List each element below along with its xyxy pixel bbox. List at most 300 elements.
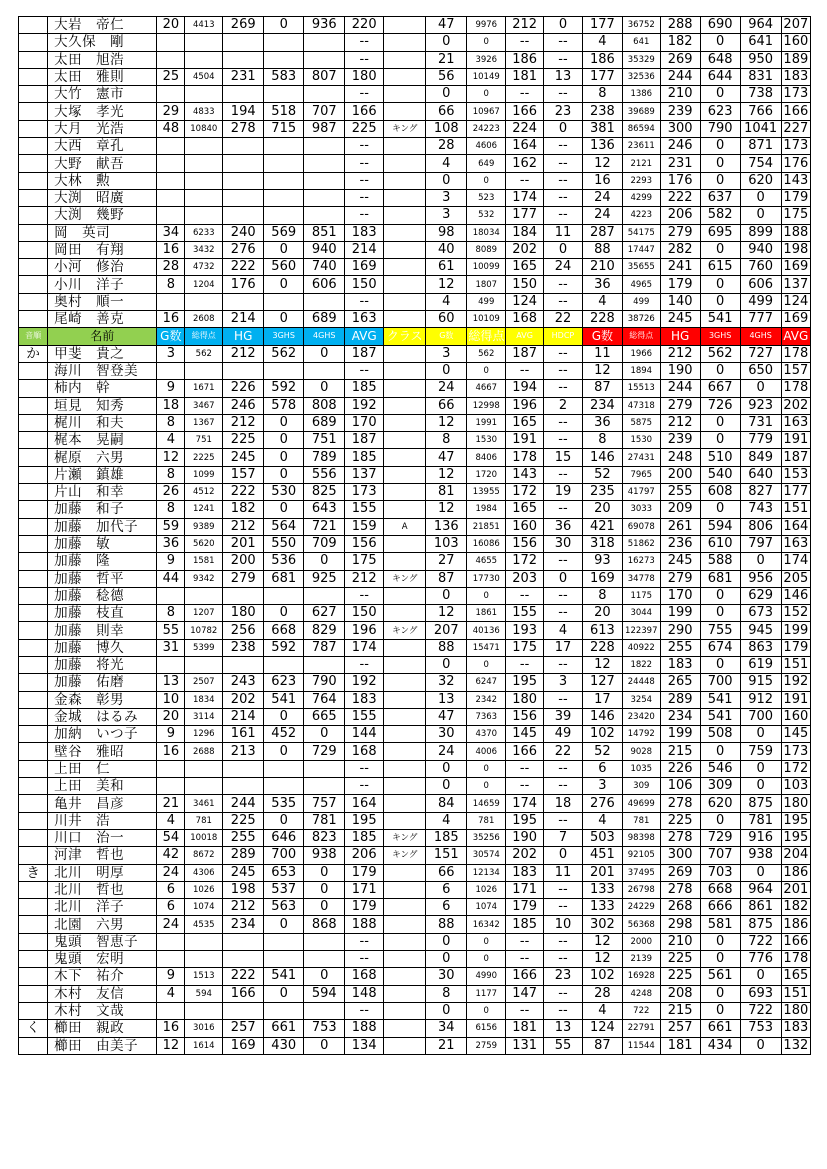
cell-total3: 35655 xyxy=(622,259,660,276)
cell-g3: 381 xyxy=(582,120,622,137)
cell-hg3: 225 xyxy=(660,951,700,968)
cell-name: 岡田 有翔 xyxy=(48,241,157,258)
cell-g3: 3 xyxy=(582,778,622,795)
cell-g2: 12 xyxy=(426,414,467,431)
cell-hdcp: -- xyxy=(544,466,583,483)
cell-name: 金森 彰男 xyxy=(48,691,157,708)
cell-hdcp: 0 xyxy=(544,17,583,34)
cell-avg1: -- xyxy=(345,155,384,172)
cell-g2: 3 xyxy=(426,345,467,362)
cell-hg1 xyxy=(223,951,264,968)
cell-avg2: 156 xyxy=(506,535,544,552)
cell-avg2: -- xyxy=(506,933,544,950)
score-sheet xyxy=(18,16,811,1055)
cell-total1 xyxy=(185,207,223,224)
cell-avg1: -- xyxy=(345,189,384,206)
cell-class xyxy=(384,68,426,85)
cell-4ghs1: 781 xyxy=(304,812,345,829)
cell-name: 小河 修治 xyxy=(48,259,157,276)
cell-g3: 228 xyxy=(582,311,622,328)
table-row xyxy=(19,656,811,673)
cell-total2: 10109 xyxy=(467,311,506,328)
cell-3ghs3: 562 xyxy=(700,345,740,362)
cell-g2: 4 xyxy=(426,812,467,829)
cell-4ghs1: 751 xyxy=(304,432,345,449)
cell-total2: 1720 xyxy=(467,466,506,483)
cell-name: 片山 和幸 xyxy=(48,484,157,501)
cell-avg2: 194 xyxy=(506,380,544,397)
table-row xyxy=(19,778,811,795)
cell-total1: 2688 xyxy=(185,743,223,760)
cell-class: キング xyxy=(384,829,426,846)
cell-avg3: 160 xyxy=(781,34,810,51)
cell-4ghs1: 556 xyxy=(304,466,345,483)
cell-total3: 22791 xyxy=(622,1020,660,1037)
cell-g2: 0 xyxy=(426,951,467,968)
cell-total1: 5399 xyxy=(185,639,223,656)
cell-name: 加藤 加代子 xyxy=(48,518,157,535)
cell-g2: 66 xyxy=(426,103,467,120)
cell-total1: 1026 xyxy=(185,881,223,898)
cell-avg3: 151 xyxy=(781,501,810,518)
table-row xyxy=(19,432,811,449)
cell-4ghs3: 754 xyxy=(740,155,781,172)
cell-4ghs3: 0 xyxy=(740,864,781,881)
cell-name: 北川 明厚 xyxy=(48,864,157,881)
cell-3ghs3: 0 xyxy=(700,155,740,172)
header-row xyxy=(19,328,811,345)
cell-avg3: 178 xyxy=(781,951,810,968)
cell-avg2: -- xyxy=(506,1002,544,1019)
table-row xyxy=(19,362,811,379)
cell-total3: 32536 xyxy=(622,68,660,85)
cell-total3: 47318 xyxy=(622,397,660,414)
cell-4ghs3: 722 xyxy=(740,933,781,950)
cell-name: 大月 光浩 xyxy=(48,120,157,137)
cell-3ghs3: 637 xyxy=(700,189,740,206)
table-row xyxy=(19,605,811,622)
cell-onjun xyxy=(19,812,48,829)
cell-total3: 40922 xyxy=(622,639,660,656)
cell-hg1 xyxy=(223,34,264,51)
cell-hdcp: 18 xyxy=(544,795,583,812)
cell-g2: 47 xyxy=(426,708,467,725)
cell-avg3: 176 xyxy=(781,155,810,172)
cell-3ghs3: 644 xyxy=(700,68,740,85)
cell-onjun xyxy=(19,916,48,933)
cell-4ghs3: 0 xyxy=(740,1037,781,1054)
cell-g2: 0 xyxy=(426,778,467,795)
cell-3ghs1 xyxy=(264,778,304,795)
cell-avg1: 156 xyxy=(345,535,384,552)
cell-class xyxy=(384,86,426,103)
cell-total3: 36752 xyxy=(622,17,660,34)
cell-total3: 69078 xyxy=(622,518,660,535)
cell-g3: 6 xyxy=(582,760,622,777)
cell-4ghs3: 956 xyxy=(740,570,781,587)
cell-hg1: 278 xyxy=(223,120,264,137)
cell-avg2: 191 xyxy=(506,432,544,449)
cell-avg2: -- xyxy=(506,362,544,379)
cell-g2: 34 xyxy=(426,1020,467,1037)
cell-4ghs1: 851 xyxy=(304,224,345,241)
cell-hg1 xyxy=(223,587,264,604)
table-row xyxy=(19,1037,811,1054)
cell-name: 大渕 幾野 xyxy=(48,207,157,224)
table-row xyxy=(19,449,811,466)
cell-g1: 54 xyxy=(157,829,185,846)
cell-avg3: 205 xyxy=(781,570,810,587)
cell-total2: 1177 xyxy=(467,985,506,1002)
cell-hg3: 225 xyxy=(660,812,700,829)
cell-avg1: 214 xyxy=(345,241,384,258)
cell-class xyxy=(384,639,426,656)
cell-hdcp: 36 xyxy=(544,518,583,535)
cell-3ghs1: 0 xyxy=(264,17,304,34)
cell-onjun xyxy=(19,674,48,691)
table-row xyxy=(19,172,811,189)
cell-3ghs3: 0 xyxy=(700,605,740,622)
header-col: HDCP xyxy=(544,328,583,345)
cell-hg3: 245 xyxy=(660,553,700,570)
cell-3ghs3: 0 xyxy=(700,241,740,258)
cell-total1: 1581 xyxy=(185,553,223,570)
cell-name: 大野 献吾 xyxy=(48,155,157,172)
cell-avg3: 151 xyxy=(781,985,810,1002)
cell-class xyxy=(384,449,426,466)
cell-g1: 28 xyxy=(157,259,185,276)
cell-3ghs1 xyxy=(264,656,304,673)
cell-avg2: 174 xyxy=(506,189,544,206)
cell-onjun xyxy=(19,518,48,535)
cell-total2: 1530 xyxy=(467,432,506,449)
cell-hg3: 183 xyxy=(660,656,700,673)
cell-total1: 1513 xyxy=(185,968,223,985)
cell-total2: 30574 xyxy=(467,847,506,864)
cell-hg3: 244 xyxy=(660,380,700,397)
cell-total1: 10840 xyxy=(185,120,223,137)
cell-name: 亀井 昌彦 xyxy=(48,795,157,812)
cell-g2: 3 xyxy=(426,207,467,224)
cell-3ghs3: 0 xyxy=(700,587,740,604)
cell-class xyxy=(384,864,426,881)
cell-3ghs1 xyxy=(264,207,304,224)
cell-hg1: 222 xyxy=(223,259,264,276)
cell-3ghs1: 0 xyxy=(264,605,304,622)
cell-onjun xyxy=(19,829,48,846)
cell-g2: 30 xyxy=(426,726,467,743)
cell-3ghs3: 700 xyxy=(700,674,740,691)
cell-total1 xyxy=(185,778,223,795)
cell-onjun xyxy=(19,847,48,864)
cell-avg2: 224 xyxy=(506,120,544,137)
cell-total1: 6233 xyxy=(185,224,223,241)
cell-avg3: 172 xyxy=(781,760,810,777)
cell-4ghs1 xyxy=(304,189,345,206)
cell-total1: 1099 xyxy=(185,466,223,483)
cell-g2: 12 xyxy=(426,466,467,483)
cell-total2: 532 xyxy=(467,207,506,224)
cell-class xyxy=(384,881,426,898)
cell-hg3: 261 xyxy=(660,518,700,535)
cell-4ghs3: 945 xyxy=(740,622,781,639)
cell-class xyxy=(384,812,426,829)
cell-hdcp: -- xyxy=(544,432,583,449)
cell-g2: 12 xyxy=(426,501,467,518)
cell-4ghs3: 738 xyxy=(740,86,781,103)
cell-hdcp: -- xyxy=(544,605,583,622)
cell-avg1: 179 xyxy=(345,864,384,881)
cell-4ghs3: 722 xyxy=(740,1002,781,1019)
cell-hdcp: 49 xyxy=(544,726,583,743)
cell-class xyxy=(384,674,426,691)
cell-g2: 0 xyxy=(426,1002,467,1019)
cell-4ghs3: 779 xyxy=(740,432,781,449)
cell-hg1: 225 xyxy=(223,432,264,449)
cell-4ghs3: 753 xyxy=(740,1020,781,1037)
cell-4ghs1: 0 xyxy=(304,553,345,570)
cell-name: 加藤 佑磨 xyxy=(48,674,157,691)
table-row xyxy=(19,726,811,743)
cell-3ghs3: 0 xyxy=(700,985,740,1002)
cell-avg3: 191 xyxy=(781,691,810,708)
cell-4ghs3: 777 xyxy=(740,311,781,328)
cell-avg2: -- xyxy=(506,86,544,103)
cell-g3: 8 xyxy=(582,86,622,103)
cell-hg3: 210 xyxy=(660,86,700,103)
cell-g3: 421 xyxy=(582,518,622,535)
cell-avg1: 148 xyxy=(345,985,384,1002)
cell-hg3: 210 xyxy=(660,933,700,950)
cell-3ghs1 xyxy=(264,189,304,206)
cell-total1 xyxy=(185,362,223,379)
cell-class xyxy=(384,656,426,673)
cell-avg2: 171 xyxy=(506,881,544,898)
cell-3ghs3: 615 xyxy=(700,259,740,276)
cell-3ghs3: 690 xyxy=(700,17,740,34)
cell-onjun xyxy=(19,155,48,172)
cell-g2: 3 xyxy=(426,189,467,206)
cell-4ghs3: 0 xyxy=(740,189,781,206)
table-row xyxy=(19,34,811,51)
cell-avg1: -- xyxy=(345,51,384,68)
cell-avg3: 145 xyxy=(781,726,810,743)
cell-hg3: 279 xyxy=(660,570,700,587)
cell-3ghs3: 755 xyxy=(700,622,740,639)
cell-g1: 8 xyxy=(157,414,185,431)
cell-total3: 15513 xyxy=(622,380,660,397)
cell-avg2: 195 xyxy=(506,674,544,691)
cell-hg1: 243 xyxy=(223,674,264,691)
cell-hdcp: -- xyxy=(544,155,583,172)
cell-avg2: 196 xyxy=(506,397,544,414)
cell-g2: 0 xyxy=(426,172,467,189)
cell-avg1: -- xyxy=(345,362,384,379)
cell-3ghs1: 681 xyxy=(264,570,304,587)
cell-3ghs1: 715 xyxy=(264,120,304,137)
table-row xyxy=(19,120,811,137)
cell-g1: 6 xyxy=(157,899,185,916)
cell-hg3: 239 xyxy=(660,432,700,449)
cell-4ghs1: 689 xyxy=(304,311,345,328)
cell-avg1: -- xyxy=(345,1002,384,1019)
cell-g1 xyxy=(157,207,185,224)
cell-avg1: 183 xyxy=(345,224,384,241)
cell-total1: 4535 xyxy=(185,916,223,933)
table-row xyxy=(19,743,811,760)
cell-3ghs3: 674 xyxy=(700,639,740,656)
cell-3ghs1: 0 xyxy=(264,916,304,933)
cell-class xyxy=(384,691,426,708)
cell-total1: 3016 xyxy=(185,1020,223,1037)
cell-avg3: 187 xyxy=(781,449,810,466)
cell-total1 xyxy=(185,951,223,968)
cell-class xyxy=(384,276,426,293)
cell-avg2: 164 xyxy=(506,138,544,155)
table-row xyxy=(19,639,811,656)
cell-g2: 13 xyxy=(426,691,467,708)
cell-hdcp: -- xyxy=(544,899,583,916)
cell-hg3: 176 xyxy=(660,172,700,189)
cell-g1 xyxy=(157,155,185,172)
cell-avg2: 124 xyxy=(506,293,544,310)
cell-g3: 4 xyxy=(582,1002,622,1019)
cell-4ghs1: 764 xyxy=(304,691,345,708)
cell-3ghs1: 0 xyxy=(264,743,304,760)
cell-4ghs3: 776 xyxy=(740,951,781,968)
cell-g2: 88 xyxy=(426,639,467,656)
cell-class xyxy=(384,466,426,483)
cell-g1: 20 xyxy=(157,708,185,725)
cell-avg2: 180 xyxy=(506,691,544,708)
cell-class xyxy=(384,432,426,449)
cell-4ghs1: 665 xyxy=(304,708,345,725)
cell-class: キング xyxy=(384,570,426,587)
cell-hdcp: 15 xyxy=(544,449,583,466)
cell-name: 鬼頭 智恵子 xyxy=(48,933,157,950)
header-col: 4GHS xyxy=(740,328,781,345)
cell-4ghs1 xyxy=(304,172,345,189)
cell-3ghs1: 0 xyxy=(264,985,304,1002)
cell-3ghs3: 667 xyxy=(700,380,740,397)
cell-g1: 21 xyxy=(157,795,185,812)
cell-avg3: 178 xyxy=(781,345,810,362)
cell-avg3: 166 xyxy=(781,933,810,950)
cell-4ghs3: 912 xyxy=(740,691,781,708)
cell-hg1: 276 xyxy=(223,241,264,258)
cell-onjun xyxy=(19,293,48,310)
table-row xyxy=(19,760,811,777)
cell-total1: 1834 xyxy=(185,691,223,708)
table-row xyxy=(19,224,811,241)
header-col: G数 xyxy=(157,328,185,345)
table-row xyxy=(19,397,811,414)
cell-4ghs1: 925 xyxy=(304,570,345,587)
cell-3ghs3: 0 xyxy=(700,362,740,379)
cell-g1: 16 xyxy=(157,743,185,760)
cell-total1: 3432 xyxy=(185,241,223,258)
cell-3ghs3: 541 xyxy=(700,691,740,708)
cell-hg3: 279 xyxy=(660,397,700,414)
cell-hdcp: 0 xyxy=(544,847,583,864)
cell-g1 xyxy=(157,1002,185,1019)
cell-3ghs1 xyxy=(264,587,304,604)
cell-4ghs1 xyxy=(304,951,345,968)
cell-g3: 8 xyxy=(582,432,622,449)
cell-3ghs1: 0 xyxy=(264,241,304,258)
cell-onjun: か xyxy=(19,345,48,362)
cell-total2: 649 xyxy=(467,155,506,172)
cell-avg1: 192 xyxy=(345,397,384,414)
cell-hdcp: -- xyxy=(544,691,583,708)
cell-g2: 6 xyxy=(426,881,467,898)
cell-total2: 0 xyxy=(467,951,506,968)
cell-total1: 9389 xyxy=(185,518,223,535)
cell-hg3: 298 xyxy=(660,916,700,933)
cell-total1 xyxy=(185,34,223,51)
header-name: 名前 xyxy=(48,328,157,345)
cell-avg3: 182 xyxy=(781,899,810,916)
cell-avg3: 160 xyxy=(781,708,810,725)
table-row xyxy=(19,293,811,310)
cell-hg1 xyxy=(223,138,264,155)
cell-hdcp: -- xyxy=(544,553,583,570)
cell-4ghs1 xyxy=(304,34,345,51)
cell-class xyxy=(384,189,426,206)
cell-hg3: 278 xyxy=(660,829,700,846)
cell-g1: 6 xyxy=(157,881,185,898)
cell-class: キング xyxy=(384,847,426,864)
cell-hdcp: 4 xyxy=(544,622,583,639)
cell-3ghs3: 0 xyxy=(700,86,740,103)
cell-onjun xyxy=(19,933,48,950)
cell-avg3: 198 xyxy=(781,241,810,258)
cell-onjun xyxy=(19,103,48,120)
cell-hdcp: 13 xyxy=(544,68,583,85)
cell-avg1: 170 xyxy=(345,414,384,431)
cell-g1: 34 xyxy=(157,224,185,241)
cell-hg1 xyxy=(223,207,264,224)
cell-4ghs1 xyxy=(304,207,345,224)
cell-4ghs3: 964 xyxy=(740,881,781,898)
cell-4ghs1: 627 xyxy=(304,605,345,622)
cell-avg3: 173 xyxy=(781,138,810,155)
cell-g3: 177 xyxy=(582,68,622,85)
cell-onjun xyxy=(19,276,48,293)
cell-g1 xyxy=(157,778,185,795)
cell-avg2: 160 xyxy=(506,518,544,535)
cell-total2: 4655 xyxy=(467,553,506,570)
cell-avg3: 173 xyxy=(781,743,810,760)
cell-avg1: 180 xyxy=(345,68,384,85)
cell-hdcp: 17 xyxy=(544,639,583,656)
cell-4ghs3: 760 xyxy=(740,259,781,276)
table-row xyxy=(19,86,811,103)
cell-g2: 0 xyxy=(426,933,467,950)
cell-hg3: 206 xyxy=(660,207,700,224)
cell-total3: 3033 xyxy=(622,501,660,518)
header-col: 3GHS xyxy=(264,328,304,345)
cell-g3: 20 xyxy=(582,605,622,622)
cell-g3: 36 xyxy=(582,276,622,293)
cell-total3: 49699 xyxy=(622,795,660,812)
cell-total1: 1614 xyxy=(185,1037,223,1054)
cell-3ghs3: 608 xyxy=(700,484,740,501)
cell-g1 xyxy=(157,86,185,103)
cell-hdcp: -- xyxy=(544,189,583,206)
cell-g1 xyxy=(157,51,185,68)
header-col: HG xyxy=(223,328,264,345)
